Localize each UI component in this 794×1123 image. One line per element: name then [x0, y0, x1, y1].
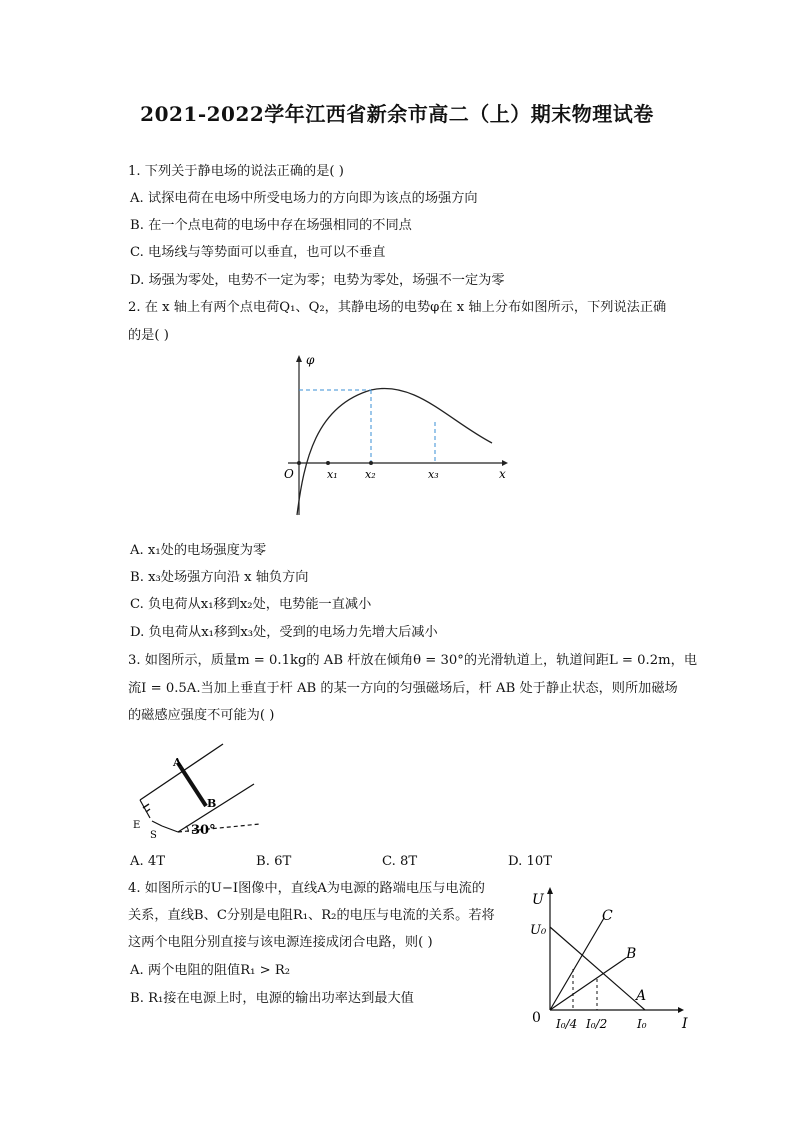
q1-stem: 1. 下列关于静电场的说法正确的是( ) — [128, 164, 344, 179]
q3-stem-line2: 流I = 0.5A.当加上垂直于杆 AB 的某一方向的匀强磁场后，杆 AB 处于静止状态，则所加磁场 — [128, 681, 678, 696]
u-i-graph — [520, 884, 700, 1036]
label-b: B — [626, 946, 637, 962]
inclined-rail-figure — [128, 738, 268, 844]
q2-stem-line1: 2. 在 x 轴上有两个点电荷Q₁、Q₂，其静电场的电势φ在 x 轴上分布如图所示，下列说法正确 — [128, 300, 667, 315]
switch-s — [152, 821, 162, 826]
label-b: B — [207, 797, 217, 810]
origin-label: O — [284, 467, 294, 481]
x2-label: x₂ — [365, 468, 376, 481]
u-axis-label: U — [532, 892, 544, 908]
angle-label: 30° — [191, 823, 216, 838]
q4-stem-line1: 4. 如图所示的U−I图像中，直线A为电源的路端电压与电流的 — [128, 881, 485, 896]
label-s: S — [150, 830, 157, 841]
line-c — [550, 918, 604, 1010]
i-axis-label: I — [682, 1016, 688, 1032]
q2-option-a: A. x₁处的电场强度为零 — [130, 543, 267, 558]
q4-option-a: A. 两个电阻的阻值R₁ > R₂ — [130, 963, 291, 978]
x3-label: x₃ — [428, 468, 439, 481]
label-a: A — [173, 756, 182, 769]
q3-stem-line1: 3. 如图所示，质量m = 0.1kg的 AB 杆放在倾角θ = 30°的光滑轨道上，轨道间距L = 0.2m，电 — [128, 653, 698, 668]
rod-ab — [178, 763, 206, 806]
x2-dot — [369, 461, 373, 465]
potential-curve — [297, 388, 492, 515]
label-c: C — [602, 908, 613, 924]
q4-stem-line2: 关系，直线B、C分别是电阻R₁、R₂的电压与电流的关系。若将 — [128, 908, 495, 923]
label-a: A — [636, 988, 647, 1004]
origin-label: 0 — [532, 1010, 541, 1026]
i-axis — [550, 1007, 684, 1013]
q4-option-b: B. R₁接在电源上时，电源的输出功率达到最大值 — [130, 991, 414, 1006]
page-title: 2021-2022学年江西省新余市高二（上）期末物理试卷 — [140, 102, 654, 126]
q4-stem-line3: 这两个电阻分别直接与该电源连接成闭合电路，则( ) — [128, 935, 433, 950]
q1-option-d: D. 场强为零处，电势不一定为零；电势为零处，场强不一定为零 — [130, 273, 505, 288]
q2-option-b: B. x₃处场强方向沿 x 轴负方向 — [130, 570, 309, 585]
q3-option-d: D. 10T — [508, 854, 553, 869]
x-axis — [288, 460, 508, 466]
circuit-wire-lower — [162, 826, 178, 832]
i0-label: I₀ — [637, 1017, 647, 1031]
q1-option-b: B. 在一个点电荷的电场中存在场强相同的不同点 — [130, 218, 412, 233]
i0-quarter-label: I₀/4 — [556, 1017, 578, 1031]
battery-plate-short — [146, 809, 150, 812]
q1-option-c: C. 电场线与等势面可以垂直，也可以不垂直 — [130, 245, 386, 260]
q3-option-b: B. 6T — [256, 854, 292, 869]
q2-option-c: C. 负电荷从x₁移到x₂处，电势能一直减小 — [130, 597, 372, 612]
x-axis-label: x — [499, 467, 506, 481]
u0-label: U₀ — [530, 923, 547, 938]
q1-option-a: A. 试探电荷在电场中所受电场力的方向即为该点的场强方向 — [130, 191, 478, 206]
phi-label: φ — [306, 353, 315, 367]
potential-graph — [280, 350, 515, 520]
q3-stem-line3: 的磁感应强度不可能为( ) — [128, 708, 275, 723]
u-axis — [547, 887, 553, 1010]
q3-option-c: C. 8T — [382, 854, 418, 869]
label-e: E — [133, 820, 141, 831]
x1-dot — [326, 461, 330, 465]
i0-half-label: I₀/2 — [586, 1017, 608, 1031]
origin-dot — [297, 461, 301, 465]
x1-label: x₁ — [327, 468, 338, 481]
q2-option-d: D. 负电荷从x₁移到x₃处，受到的电场力先增大后减小 — [130, 625, 438, 640]
q3-option-a: A. 4T — [130, 854, 166, 869]
q2-stem-line2: 的是( ) — [128, 328, 169, 343]
circuit-wire — [140, 800, 150, 818]
